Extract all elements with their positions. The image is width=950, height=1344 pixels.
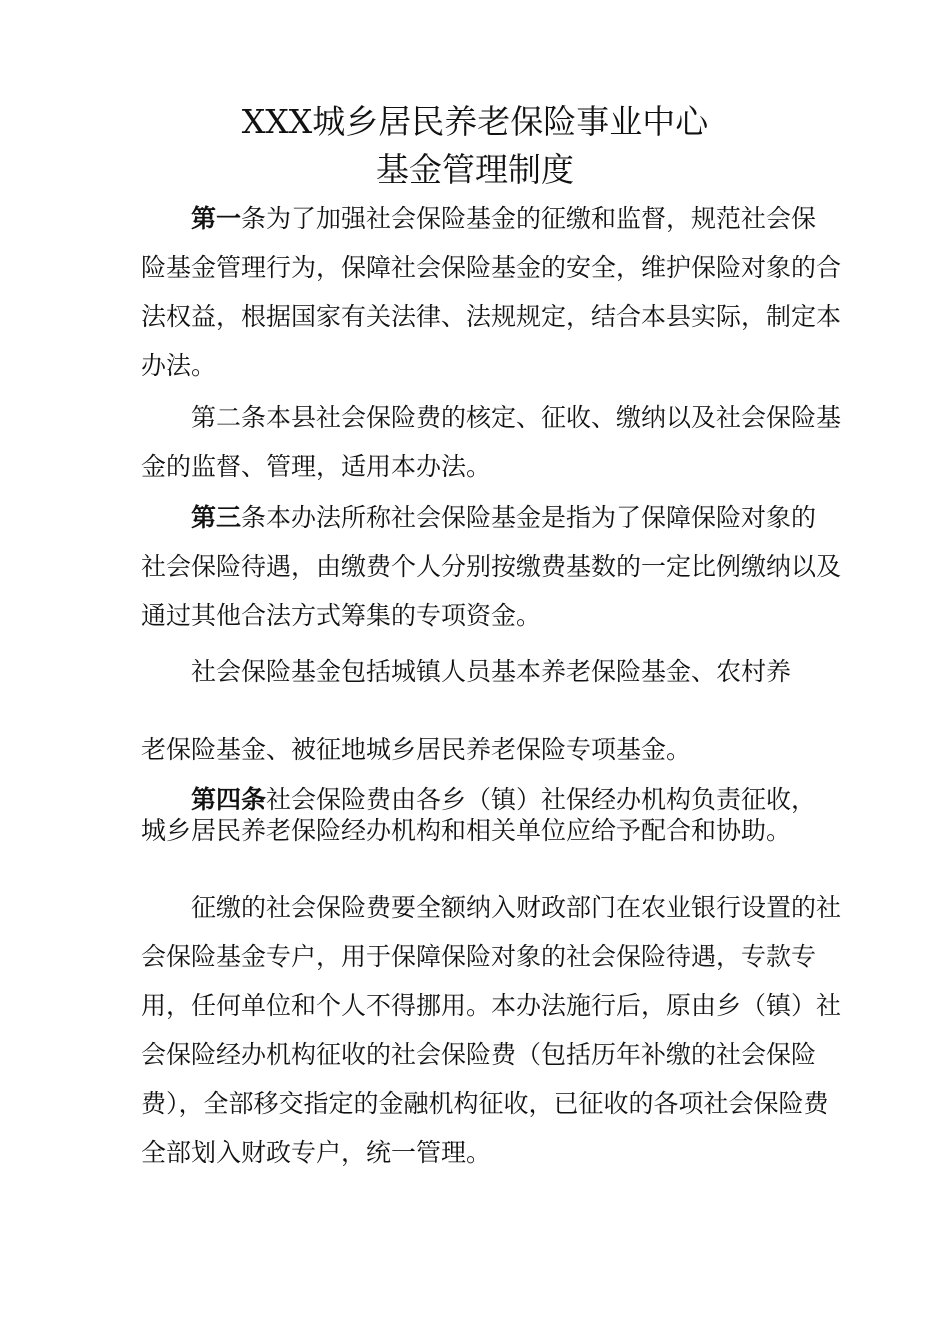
article-3-fund-paragraph: 社会保险基金包括城镇人员基本养老保险基金、农村养 bbox=[191, 657, 792, 686]
article-4-collection-paragraph: 征缴的社会保险费要全额纳入财政部门在农业银行设置的社会保险基金专户，用于保障保险对象的社会保险待遇，专款专用，任何单位和个人不得挪用。本办法施行后，原由乡（镇）社会保险经办机构征收的社会保险费（包括历年补缴的社会保险费），全部移交指定的金融机构征收，已征收的各项社会保险费全部划入财政专户，统一管理。 bbox=[141, 893, 842, 1167]
article-2-paragraph: 第二条本县社会保险费的核定、征收、缴纳以及社会保险基金的监督、管理，适用本办法。 bbox=[141, 403, 842, 481]
article-3-fund-continuation: 老保险基金、被征地城乡居民养老保险专项基金。 bbox=[141, 735, 692, 764]
article-1-lead: 第一 bbox=[191, 204, 242, 233]
article-4-paragraph bbox=[141, 784, 841, 846]
article-3-text: 条本办法所称社会保险基金是指为了保障保险对象的社会保险待遇，由缴费个人分别按缴费基数的一定比例缴纳以及通过其他合法方式筹集的专项资金。 bbox=[141, 503, 842, 630]
article-3-paragraph bbox=[141, 493, 841, 640]
document-title-line2: 基金管理制度 bbox=[376, 150, 574, 189]
article-4-text: 社会保险费由各乡（镇）社保经办机构负责征收，城乡居民养老保险经办机构和相关单位应给予配合和协助。 bbox=[141, 785, 817, 845]
article-4-lead: 第四条 bbox=[191, 785, 267, 814]
document-title-line1: XXX城乡居民养老保险事业中心 bbox=[241, 102, 709, 141]
article-1-text: 条为了加强社会保险基金的征缴和监督，规范社会保险基金管理行为，保障社会保险基金的安全，维护保险对象的合法权益，根据国家有关法律、法规规定，结合本县实际，制定本办法。 bbox=[141, 204, 842, 380]
article-1-paragraph bbox=[141, 194, 841, 390]
article-3-lead: 第三 bbox=[191, 503, 242, 532]
